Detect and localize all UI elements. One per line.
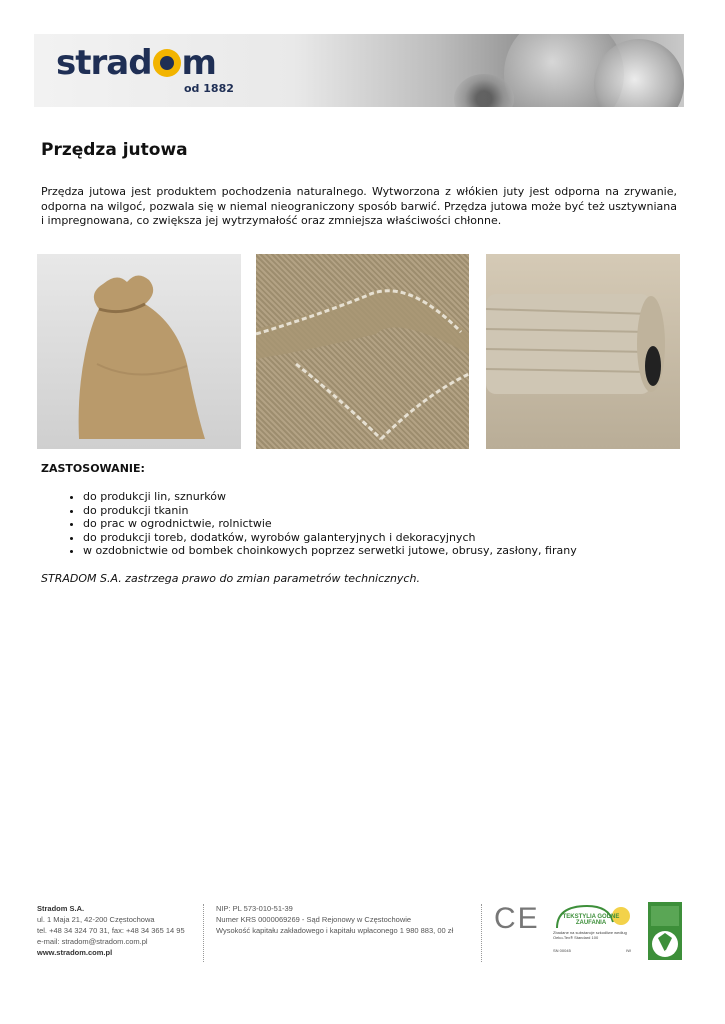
- footer-divider: [481, 904, 482, 962]
- uses-list: [41, 490, 577, 558]
- list-item: • do prac w ogrodnictwie, rolnictwie: [83, 517, 577, 531]
- footer-legal-info: [216, 903, 453, 936]
- logo-o-icon: [153, 49, 181, 77]
- stradom-logo: [56, 43, 216, 83]
- footer-divider: [203, 904, 204, 962]
- logo-text-right: m: [181, 43, 216, 83]
- ce-mark-icon: CE: [494, 902, 540, 935]
- footer-nip: NIP: PL 573-010-51-39: [216, 904, 293, 913]
- since-label: od 1882: [184, 82, 234, 95]
- footer-email[interactable]: e-mail: stradom@stradom.com.pl: [37, 937, 148, 946]
- oeko-code: SN 00045: [553, 948, 571, 953]
- footer-capital: Wysokość kapitału zakładowego i kapitału wpłaconego 1 980 883, 00 zł: [216, 926, 454, 935]
- oeko-subtitle: Zbadane na substancje szkodliwe według Oeko-Tex® Standard 100: [553, 930, 627, 940]
- oeko-code-2: IW: [626, 948, 631, 953]
- footer-krs: Numer KRS 0000069269 - Sąd Rejonowy w Częstochowie: [216, 915, 412, 924]
- dekra-label: DEKRA: [656, 950, 674, 956]
- footer-company-info: [37, 903, 185, 958]
- logo-text-left: strad: [56, 43, 152, 83]
- intro-paragraph: Przędza jutowa jest produktem pochodzenia naturalnego. Wytworzona z włókien juty jest odporna na zrywanie, odporna na wilgoć, pozwala się w niemal nieograniczony sposób barwić. Przędza jutowa może być też usztywniana i impregnowana, co zwiększa jej wytrzymałość oraz zmniejsza właściwości chłonne.: [41, 185, 677, 227]
- uses-heading: ZASTOSOWANIE:: [41, 462, 145, 475]
- jute-yarn-spool-photo: [486, 254, 680, 449]
- header-banner: [34, 34, 684, 107]
- jute-sack-photo: [37, 254, 241, 449]
- page-title: Przędza jutowa: [41, 140, 188, 160]
- jute-fabric-photo: [256, 254, 469, 449]
- footer-company-name: Stradom S.A.: [37, 904, 85, 913]
- list-item: • do produkcji toreb, dodatków, wyrobów galanteryjnych i dekoracyjnych: [83, 531, 577, 545]
- footer-phone: tel. +48 34 324 70 31, fax: +48 34 365 14 95: [37, 926, 185, 935]
- footer-website[interactable]: www.stradom.com.pl: [37, 948, 113, 957]
- footer-address: ul. 1 Maja 21, 42-200 Częstochowa: [37, 915, 155, 924]
- list-item: • w ozdobnictwie od bombek choinkowych poprzez serwetki jutowe, obrusy, zasłony, firany: [83, 544, 577, 558]
- oeko-title: TEKSTYLIA GODNE ZAUFANIA: [562, 914, 620, 926]
- list-item: • do produkcji tkanin: [83, 504, 577, 518]
- disclaimer-note: STRADOM S.A. zastrzega prawo do zmian parametrów technicznych.: [41, 572, 420, 585]
- oeko-tex-logo: [553, 902, 633, 958]
- list-item: • do produkcji lin, sznurków: [83, 490, 577, 504]
- dekra-certificate-icon: [648, 902, 682, 960]
